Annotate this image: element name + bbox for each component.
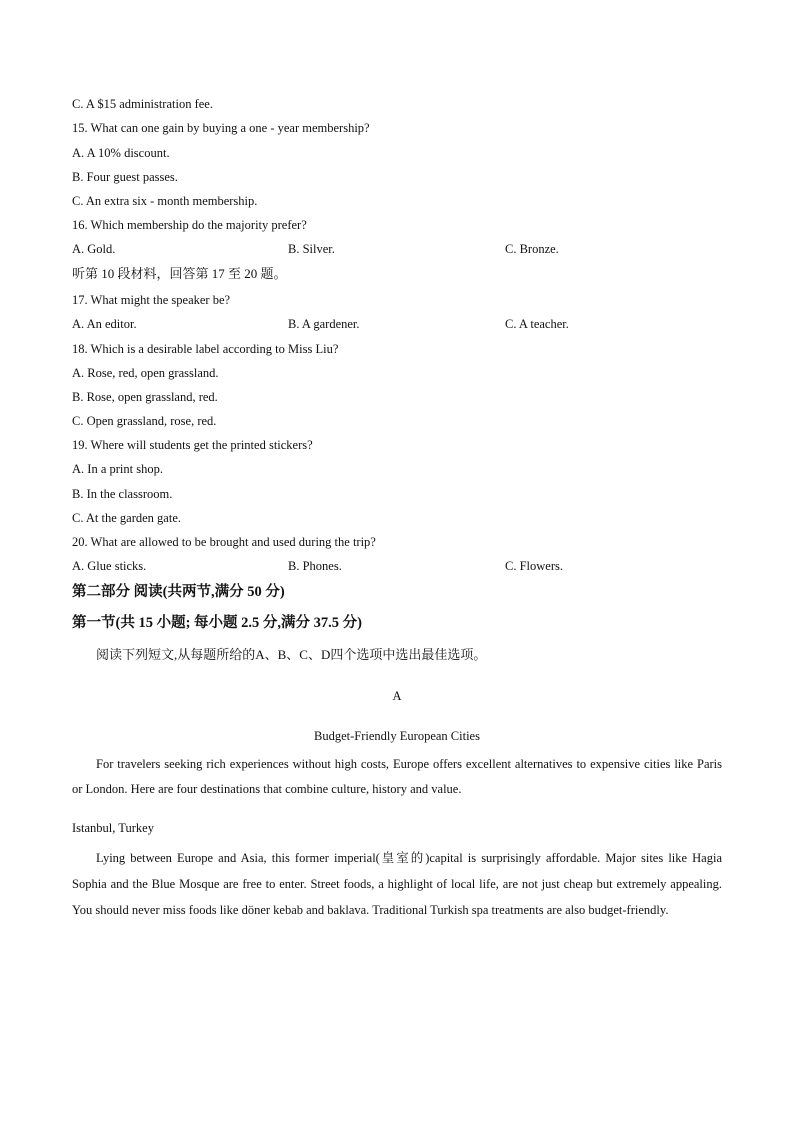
city1-name: Istanbul, Turkey (72, 821, 154, 835)
q19-question: 19. Where will students get the printed stickers? (72, 438, 313, 452)
city1-paragraph: Lying between Europe and Asia, this former imperial(皇室的)capital is surprisingly affordable. Major sites like Hagia Sophia and the Blue Mosque are free to enter. Street foods, a highlight of local life, are not just cheap but extremely appealing. You should never miss foods like döner kebab and baklava. Traditional Turkish spa treatments are also budget-friendly. (72, 851, 722, 917)
q14-option-c: C. A $15 administration fee. (72, 97, 213, 111)
q18-option-c: C. Open grassland, rose, red. (72, 414, 217, 428)
q20-option-c: C. Flowers. (505, 559, 563, 573)
q18-option-a: A. Rose, red, open grassland. (72, 366, 219, 380)
q16-option-a: A. Gold. (72, 242, 116, 256)
q15-question: 15. What can one gain by buying a one - year membership? (72, 121, 370, 135)
q20-option-a: A. Glue sticks. (72, 559, 147, 573)
section1-title: 第一节(共 15 小题; 每小题 2.5 分,满分 37.5 分) (72, 615, 362, 631)
q17-question: 17. What might the speaker be? (72, 293, 231, 307)
q15-option-b: B. Four guest passes. (72, 170, 178, 184)
q17-option-a: A. An editor. (72, 317, 137, 331)
q18-option-b: B. Rose, open grassland, red. (72, 390, 218, 404)
q17-option-b: B. A gardener. (288, 317, 360, 331)
q19-option-c: C. At the garden gate. (72, 511, 181, 525)
q15-option-a: A. A 10% discount. (72, 146, 170, 160)
q19-option-b: B. In the classroom. (72, 487, 173, 501)
q16-option-c: C. Bronze. (505, 242, 559, 256)
q16-question: 16. Which membership do the majority prefer? (72, 218, 307, 232)
q20-option-b: B. Phones. (288, 559, 342, 573)
q20-question: 20. What are allowed to be brought and used during the trip? (72, 535, 376, 549)
part2-title: 第二部分 阅读(共两节,满分 50 分) (72, 584, 285, 600)
passage-title: Budget-Friendly European Cities (314, 729, 480, 743)
passage-letter: A (392, 689, 402, 703)
passage-intro: For travelers seeking rich experiences without high costs, Europe offers excellent alternatives to expensive cities like Paris or London. Here are four destinations that combine culture, history and value. (72, 757, 722, 796)
q16-option-b: B. Silver. (288, 242, 335, 256)
q17-option-c: C. A teacher. (505, 317, 569, 331)
section10-intro: 听第 10 段材料，回答第 17 至 20 题。 (72, 266, 287, 281)
q15-option-c: C. An extra six - month membership. (72, 194, 258, 208)
q18-question: 18. Which is a desirable label according to Miss Liu? (72, 342, 339, 356)
reading-instruction: 阅读下列短文,从每题所给的A、B、C、D四个选项中选出最佳选项。 (96, 647, 487, 662)
q19-option-a: A. In a print shop. (72, 462, 163, 476)
